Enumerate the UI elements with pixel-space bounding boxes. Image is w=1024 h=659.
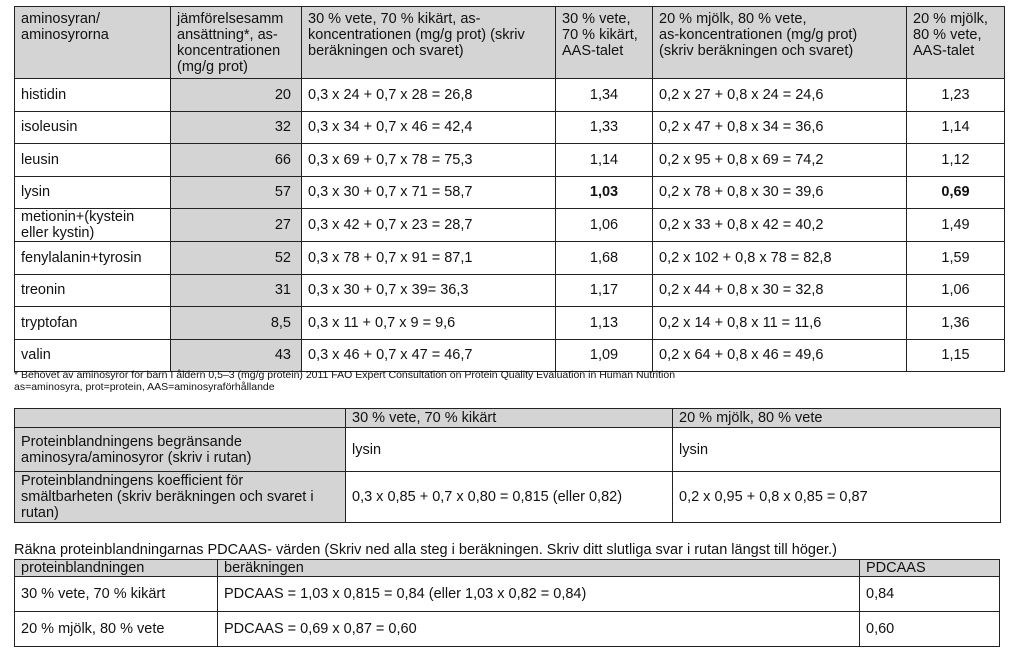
aas-1: 1,14 (556, 144, 653, 177)
aas-1: 1,06 (556, 209, 653, 242)
header-calculation: beräkningen (218, 560, 860, 577)
aas-2: 1,49 (907, 209, 1005, 242)
amino-name: treonin (15, 274, 171, 307)
table-header-row (15, 560, 1000, 577)
aas-1: 1,33 (556, 111, 653, 144)
aas-2-limiting: 0,69 (907, 176, 1005, 209)
pdcaas-value: 0,60 (860, 612, 1000, 647)
calc-1: 0,3 x 11 + 0,7 x 9 = 9,6 (302, 307, 556, 340)
reference-value: 8,5 (171, 307, 302, 340)
header-calc-1: 30 % vete, 70 % kikärt, as- koncentrationen (mg/g prot) (skriv beräkningen och svaret) (302, 7, 556, 79)
table-row (15, 176, 1005, 209)
amino-name: histidin (15, 79, 171, 112)
table-row (15, 307, 1005, 340)
header-pdcaas: PDCAAS (860, 560, 1000, 577)
pdcaas-calculation: PDCAAS = 0,69 x 0,87 = 0,60 (218, 612, 860, 647)
calc-2: 0,2 x 14 + 0,8 x 11 = 11,6 (653, 307, 907, 340)
table-row (15, 79, 1005, 112)
amino-name: tryptofan (15, 307, 171, 340)
aas-2: 1,12 (907, 144, 1005, 177)
amino-name: valin (15, 339, 171, 372)
aas-1: 1,17 (556, 274, 653, 307)
calc-2: 0,2 x 78 + 0,8 x 30 = 39,6 (653, 176, 907, 209)
aas-1: 1,68 (556, 242, 653, 275)
calc-2: 0,2 x 47 + 0,8 x 34 = 36,6 (653, 111, 907, 144)
pdcaas-instruction: Räkna proteinblandningarnas PDCAAS- värden (Skriv ned alla steg i beräkningen. Skriv ditt slutliga svar i rutan längst till höger.) (14, 542, 837, 558)
header-aas-2: 20 % mjölk, 80 % vete, AAS-talet (907, 7, 1005, 79)
pdcaas-value: 0,84 (860, 577, 1000, 612)
aas-1: 1,09 (556, 339, 653, 372)
amino-acid-table (14, 6, 1005, 372)
blend-name: 20 % mjölk, 80 % vete (15, 612, 218, 647)
calc-2: 0,2 x 102 + 0,8 x 78 = 82,8 (653, 242, 907, 275)
calc-2: 0,2 x 64 + 0,8 x 46 = 49,6 (653, 339, 907, 372)
blend-1-value: lysin (346, 428, 673, 472)
amino-name: lysin (15, 176, 171, 209)
table-row (15, 144, 1005, 177)
limiting-amino-table (14, 408, 1001, 523)
table-header-row (15, 7, 1005, 79)
calc-1: 0,3 x 30 + 0,7 x 71 = 58,7 (302, 176, 556, 209)
aas-2: 1,36 (907, 307, 1005, 340)
table-row (15, 472, 1001, 523)
table-row (15, 428, 1001, 472)
aas-2: 1,59 (907, 242, 1005, 275)
header-amino: aminosyran/ aminosyrorna (15, 7, 171, 79)
table-header-row (15, 409, 1001, 428)
header-aas-1: 30 % vete, 70 % kikärt, AAS-talet (556, 7, 653, 79)
aas-2: 1,14 (907, 111, 1005, 144)
calc-2: 0,2 x 27 + 0,8 x 24 = 24,6 (653, 79, 907, 112)
amino-name: isoleusin (15, 111, 171, 144)
calc-2: 0,2 x 33 + 0,8 x 42 = 40,2 (653, 209, 907, 242)
reference-value: 52 (171, 242, 302, 275)
calc-2: 0,2 x 95 + 0,8 x 69 = 74,2 (653, 144, 907, 177)
header-reference: jämförelsesamm ansättning*, as- koncentrationen (mg/g prot) (171, 7, 302, 79)
aas-2: 1,06 (907, 274, 1005, 307)
blend-2-value: lysin (673, 428, 1001, 472)
reference-value: 57 (171, 176, 302, 209)
pdcaas-table (14, 559, 1000, 647)
reference-value: 27 (171, 209, 302, 242)
calc-1: 0,3 x 78 + 0,7 x 91 = 87,1 (302, 242, 556, 275)
table-row (15, 577, 1000, 612)
header-empty (15, 409, 346, 428)
blend-name: 30 % vete, 70 % kikärt (15, 577, 218, 612)
row-label: Proteinblandningens koefficient för smältbarheten (skriv beräkningen och svaret i rutan) (15, 472, 346, 523)
footnote-line-1: * Behovet av aminosyror för barn I åldern 0,5–3 (mg/g protein) 2011 FAO Expert Consultation on Protein Quality Evaluation in Human Nutrition (14, 369, 676, 381)
blend-1-value: 0,3 x 0,85 + 0,7 x 0,80 = 0,815 (eller 0,82) (346, 472, 673, 523)
row-label: Proteinblandningens begränsande aminosyra/aminosyror (skriv i rutan) (15, 428, 346, 472)
header-blend-2: 20 % mjölk, 80 % vete (673, 409, 1001, 428)
reference-value: 32 (171, 111, 302, 144)
pdcaas-calculation: PDCAAS = 1,03 x 0,815 = 0,84 (eller 1,03 x 0,82 = 0,84) (218, 577, 860, 612)
reference-value: 43 (171, 339, 302, 372)
table-row (15, 612, 1000, 647)
aas-2: 1,15 (907, 339, 1005, 372)
table-row (15, 209, 1005, 242)
aas-1: 1,13 (556, 307, 653, 340)
reference-value: 31 (171, 274, 302, 307)
amino-name: leusin (15, 144, 171, 177)
reference-value: 20 (171, 79, 302, 112)
reference-value: 66 (171, 144, 302, 177)
calc-1: 0,3 x 24 + 0,7 x 28 = 26,8 (302, 79, 556, 112)
table-row (15, 339, 1005, 372)
header-blend-1: 30 % vete, 70 % kikärt (346, 409, 673, 428)
amino-name: metionin+(kystein eller kystin) (15, 209, 171, 242)
table-row (15, 242, 1005, 275)
aas-1-limiting: 1,03 (556, 176, 653, 209)
calc-1: 0,3 x 69 + 0,7 x 78 = 75,3 (302, 144, 556, 177)
footnote-line-2: as=aminosyra, prot=protein, AAS=aminosyraförhållande (14, 381, 275, 393)
table-row (15, 111, 1005, 144)
table-row (15, 274, 1005, 307)
amino-name: fenylalanin+tyrosin (15, 242, 171, 275)
calc-1: 0,3 x 46 + 0,7 x 47 = 46,7 (302, 339, 556, 372)
aas-2: 1,23 (907, 79, 1005, 112)
aas-1: 1,34 (556, 79, 653, 112)
calc-1: 0,3 x 30 + 0,7 x 39= 36,3 (302, 274, 556, 307)
calc-1: 0,3 x 42 + 0,7 x 23 = 28,7 (302, 209, 556, 242)
calc-2: 0,2 x 44 + 0,8 x 30 = 32,8 (653, 274, 907, 307)
table-footnote (14, 369, 675, 393)
header-blend: proteinblandningen (15, 560, 218, 577)
blend-2-value: 0,2 x 0,95 + 0,8 x 0,85 = 0,87 (673, 472, 1001, 523)
header-calc-2: 20 % mjölk, 80 % vete, as-koncentrationen (mg/g prot) (skriv beräkningen och svaret) (653, 7, 907, 79)
calc-1: 0,3 x 34 + 0,7 x 46 = 42,4 (302, 111, 556, 144)
